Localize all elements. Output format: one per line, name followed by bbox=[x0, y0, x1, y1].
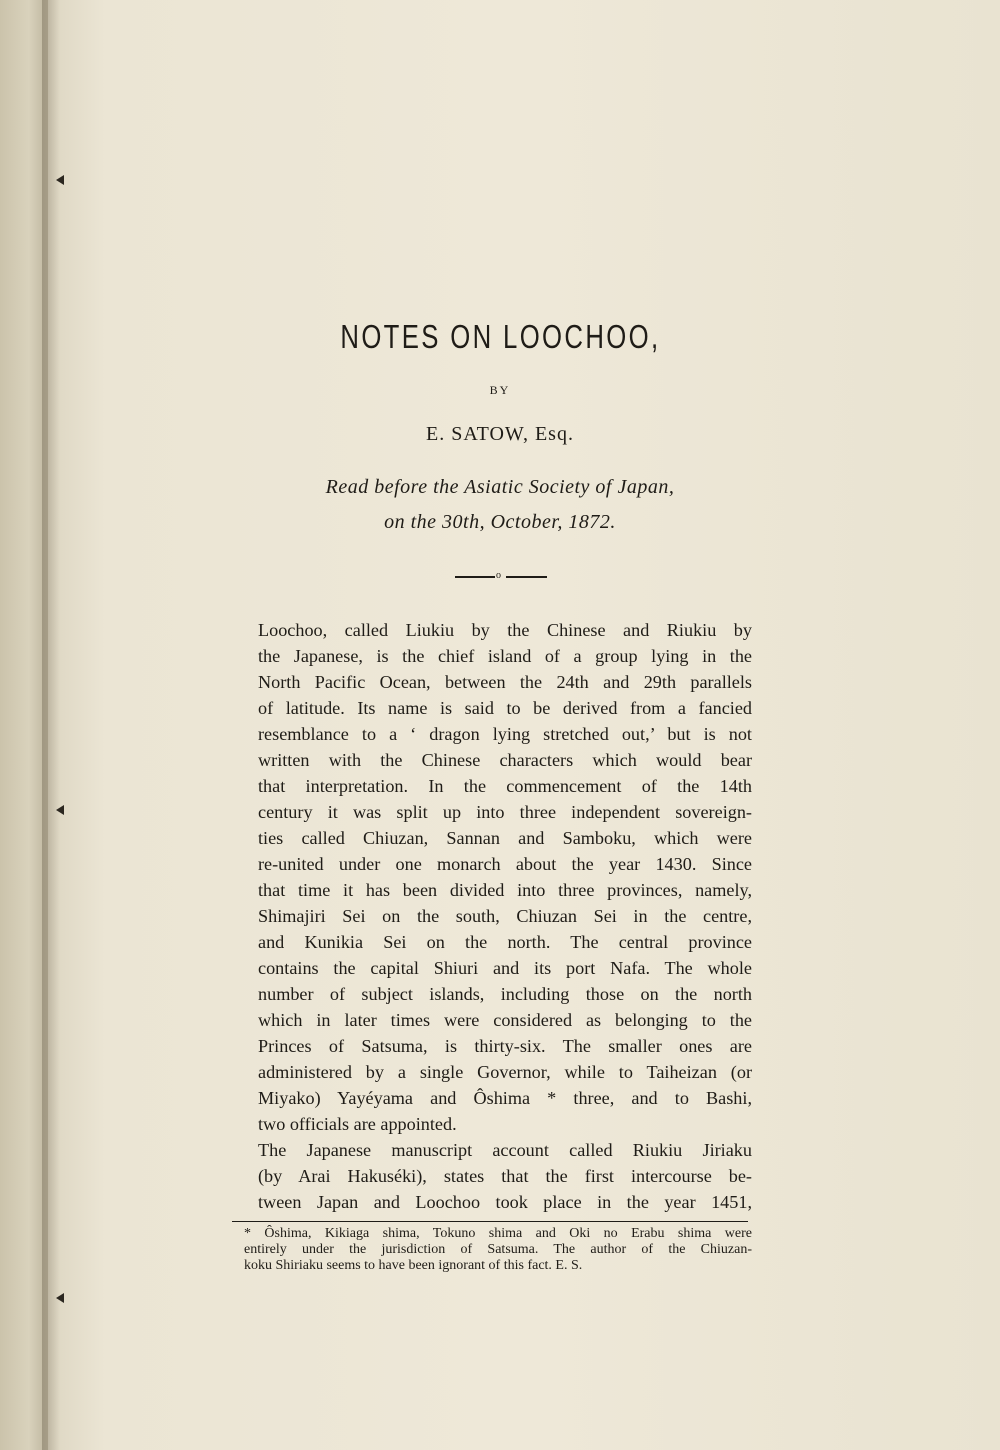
body-line: administered by a single Governor, while to Taiheizan (or bbox=[258, 1062, 752, 1082]
body-line: re-united under one monarch about the year 1430. Since bbox=[258, 854, 752, 874]
section-divider bbox=[455, 570, 547, 581]
footnote-rule bbox=[232, 1221, 748, 1222]
read-before-line: Read before the Asiatic Society of Japan, bbox=[325, 476, 675, 498]
author-name: E. SATOW, Esq. bbox=[426, 423, 574, 445]
binding-stitch-mark bbox=[56, 175, 64, 185]
body-line: Loochoo, called Liukiu by the Chinese and Riukiu by bbox=[258, 620, 752, 640]
body-line: North Pacific Ocean, between the 24th and 29th parallels bbox=[258, 672, 752, 692]
body-line: that time it has been divided into three provinces, namely, bbox=[258, 880, 752, 900]
footnote-line: entirely under the jurisdiction of Satsuma. The author of the Chiuzan- bbox=[244, 1242, 752, 1257]
body-line: century it was split up into three independent sovereign- bbox=[258, 802, 752, 822]
article-title: NOTES ON LOOCHOO, bbox=[340, 318, 661, 355]
body-line: and Kunikia Sei on the north. The central province bbox=[258, 932, 752, 952]
footnote-line: koku Shiriaku seems to have been ignorant of this fact. E. S. bbox=[244, 1258, 583, 1273]
body-line: of latitude. Its name is said to be derived from a fancied bbox=[258, 698, 752, 718]
footnote bbox=[244, 1226, 752, 1274]
footnote-line: * Ôshima, Kikiaga shima, Tokuno shima and Oki no Erabu shima were bbox=[244, 1226, 752, 1241]
body-line: contains the capital Shiuri and its port Nafa. The whole bbox=[258, 958, 752, 978]
gutter-shadow bbox=[42, 0, 60, 1450]
byline-by: BY bbox=[489, 383, 511, 397]
binding-stitch-mark bbox=[56, 1293, 64, 1303]
body-line: ties called Chiuzan, Sannan and Samboku, which were bbox=[258, 828, 752, 848]
divider-rule-left bbox=[455, 576, 495, 578]
body-line: two officials are appointed. bbox=[258, 1114, 457, 1134]
binding-stitch-mark bbox=[56, 805, 64, 815]
body-line: resemblance to a ‘ dragon lying stretched out,’ but is not bbox=[258, 724, 752, 744]
body-line: (by Arai Hakuséki), states that the first intercourse be- bbox=[258, 1166, 752, 1186]
body-line: that interpretation. In the commencement of the 14th bbox=[258, 776, 752, 796]
body-line: which in later times were considered as belonging to the bbox=[258, 1010, 752, 1030]
read-date-line: on the 30th, October, 1872. bbox=[384, 511, 616, 533]
divider-rule-right bbox=[506, 576, 547, 578]
book-gutter bbox=[0, 0, 48, 1450]
body-line: tween Japan and Loochoo took place in the year 1451, bbox=[258, 1192, 752, 1212]
body-line: the Japanese, is the chief island of a group lying in the bbox=[258, 646, 752, 666]
body-line: Shimajiri Sei on the south, Chiuzan Sei in the centre, bbox=[258, 906, 752, 926]
body-line: Miyako) Yayéyama and Ôshima * three, and to Bashi, bbox=[258, 1088, 752, 1108]
divider-mark: o bbox=[496, 570, 501, 581]
body-line: number of subject islands, including those on the north bbox=[258, 984, 752, 1004]
body-line: Princes of Satsuma, is thirty-six. The smaller ones are bbox=[258, 1036, 752, 1056]
body-line: written with the Chinese characters which would bear bbox=[258, 750, 752, 770]
body-text bbox=[258, 617, 752, 1215]
body-line: The Japanese manuscript account called Riukiu Jiriaku bbox=[258, 1140, 752, 1160]
